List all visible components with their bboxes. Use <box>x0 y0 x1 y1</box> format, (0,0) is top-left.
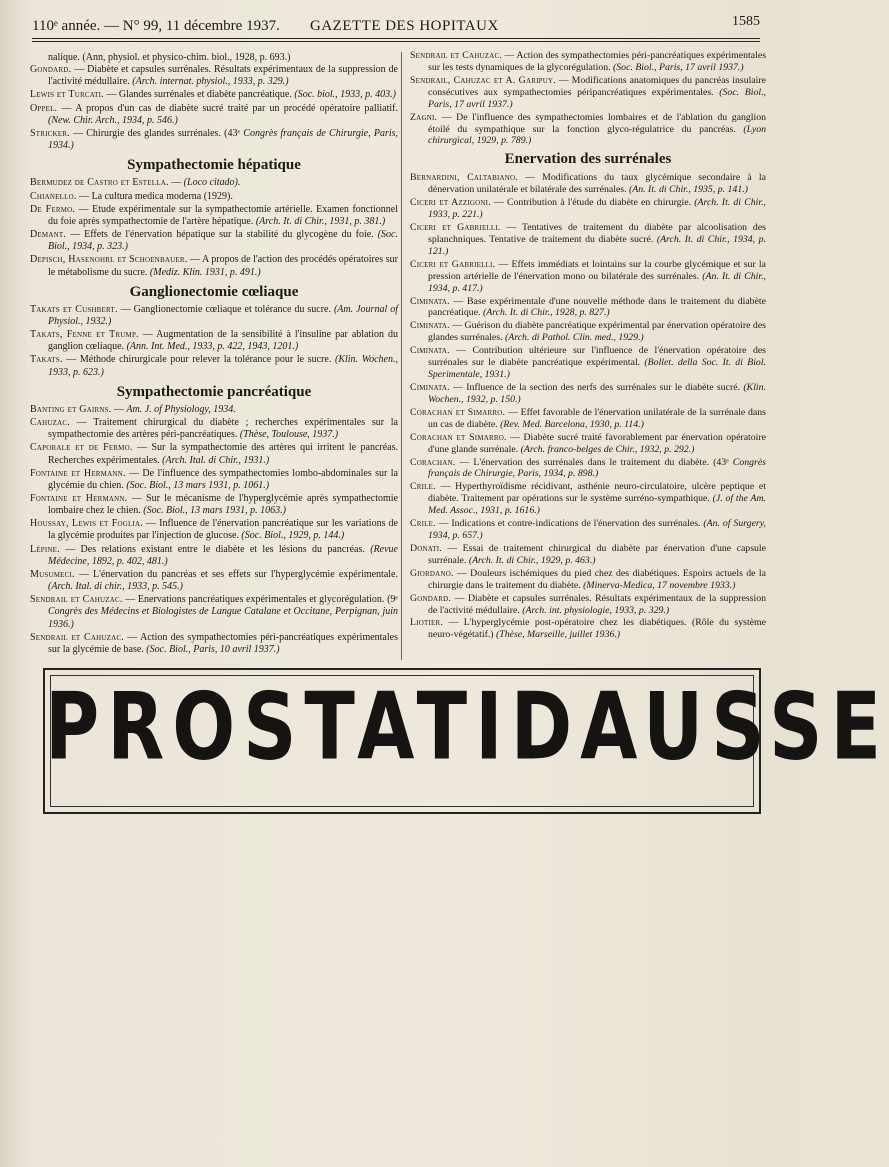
entry-author: Zagni. <box>410 111 438 123</box>
entry-reference: (Soc. biol., 1933, p. 403.) <box>294 89 397 101</box>
entry-reference: (New. Chir. Arch., 1934, p. 546.) <box>48 114 178 126</box>
entry-author: Lépine. <box>30 543 60 555</box>
section-title-pancreatique: Sympathectomie pancréatique <box>116 383 312 400</box>
entry-text: — Diabète et capsules surrénales. Résultats expérimentaux de la suppression de l'activité médullaire. <box>428 592 766 616</box>
entry-reference: Congrès des Médecins et Biologistes de Langue Catalane et Occitane, Perpignan, juin 1936.) <box>48 606 398 630</box>
issue-info: 110ᵉ année. — N° 99, 11 décembre 1937. <box>32 18 280 34</box>
entry-text: — Diabète et capsules surrénales. Résultats expérimentaux de la suppression de l'activité médullaire. <box>48 64 398 88</box>
entry-author: Donati. <box>410 542 442 554</box>
entry-author: Cahuzac. <box>30 417 70 429</box>
entry-text: — <box>168 177 184 189</box>
entry-author: Corachan et Simarro. <box>410 431 507 443</box>
entry-text: — Ganglionectomie cœliaque et tolérance du sucre. <box>117 303 334 315</box>
entry-text: — Essai de traitement chirurgical du diabète par énervation d'une capsule surrénale. <box>428 542 766 566</box>
bibliography-entry <box>410 296 766 320</box>
entry-author: Ciminata. <box>410 320 450 332</box>
entry-text: — De l'influence des sympathectomies lombo-abdominales sur la glycémie du chien. <box>48 467 398 491</box>
bibliography-entry <box>30 569 398 593</box>
entry-author: Oppel. <box>30 102 58 114</box>
entry-text: — Chirurgie des glandes surrénales. (43ᵉ <box>69 127 244 139</box>
entry-author: Fontaine et Hermann. <box>30 493 128 504</box>
entry-author: Banting et Gairns. <box>30 403 112 415</box>
entry-reference: (Soc. Biol., Paris, 10 avril 1937.) <box>146 643 280 655</box>
entry-text: — Augmentation de la sensibilité à l'insuline par ablation du ganglion cœliaque. <box>48 329 399 353</box>
entry-text: — Contribution ultérieure sur l'influence de l'énervation opératoire des surrénales sur le diabète pancréatique expérimental. <box>428 345 766 369</box>
entry-author: Takats. <box>30 354 63 366</box>
entry-author: Depisch, Hasenohrl et Schoenbauer. <box>30 254 188 266</box>
entry-text: — Tentatives de traitement du diabète par alcoolisation des splanchniques. Tentative de traitement du diabète sucré. <box>428 221 766 245</box>
column-divider <box>401 52 402 660</box>
section-title-surrenales: Enervation des surrénales <box>504 151 672 168</box>
entry-text: — Sur le mécanisme de l'hyperglycémie après sympathectomie lombaire chez le chien. <box>48 493 398 517</box>
entry-author: Caporale et de Fermo. <box>30 442 133 454</box>
entry-text: — Effet favorable de l'énervation unilatérale de la surrénale dans un cas de diabète. <box>428 406 766 430</box>
bibliography-entry <box>410 222 766 258</box>
entry-author: Gondard. <box>410 592 452 604</box>
entry-reference: (Mediz. Klin. 1931, p. 491.) <box>149 266 261 278</box>
entry-text: — Guérison du diabète pancréatique expérimental par énervation opératoire des glandes surrénales. <box>428 320 766 344</box>
entry-text: — Modifications du taux glycémique secondaire à la dénervation unilatérale et bilatérale des surrénales. <box>428 172 767 196</box>
entry-reference: (Arch. Ital. di Chir., 1931.) <box>162 454 270 466</box>
bibliography-entry <box>30 404 398 416</box>
bibliography-entry <box>410 197 766 221</box>
entry-author: Fontaine et Hermann. <box>30 467 126 479</box>
bibliography-entry <box>30 229 398 253</box>
entry-reference: (Am. Journal of Physiol., 1932.) <box>48 303 398 327</box>
entry-text: — De l'influence des sympathectomies lombaires et de l'ablation du ganglion étoilé du sympathique sur la fonction glyco-régulatrice du pancréas. <box>428 111 766 135</box>
entry-group-ra <box>410 50 766 147</box>
entry-reference: (An. of Surgery, 1934, p. 657.) <box>428 518 766 542</box>
entry-text: — Indications et contre-indications de l'énervation des surrénales. <box>435 518 704 530</box>
entry-reference: (Soc. Biol., 1929, p. 144.) <box>241 530 345 542</box>
entry-reference: (Lyon chirurgical, 1929, p. 789.) <box>428 123 766 147</box>
entry-text: — A propos de l'action des procédés opératoires sur le métabolisme du sucre. <box>48 254 398 278</box>
entry-text: — Influence de l'énervation pancréatique sur les variations de la glycémie produites par l'injection de glucose. <box>48 518 398 542</box>
entry-author: Sendrail, Cahuzac et A. Garipuy. <box>410 74 556 86</box>
bibliography-entry <box>30 304 398 328</box>
entry-author: Takats, Fenne et Trump. <box>30 329 139 341</box>
bibliography-entry <box>30 417 398 441</box>
entry-author: Lewis et Turcati. <box>30 89 104 101</box>
entry-author: Ciminata. <box>410 381 450 393</box>
entry-author: Houssay, Lewis et Foglia. <box>30 518 143 530</box>
entry-reference: (Thèse, Toulouse, 1937.) <box>239 429 339 441</box>
advertisement-text: PROSTATIDAUSSE <box>45 673 889 781</box>
header-rule <box>32 38 760 39</box>
entry-group-b <box>30 177 398 278</box>
entry-reference: (Soc. Biol., 13 mars 1931, p. 1063.) <box>143 505 287 517</box>
bibliography-entry <box>30 204 398 228</box>
bibliography-entry <box>410 617 766 641</box>
entry-author: Ciceri et Azzigoni. <box>410 197 491 209</box>
entry-reference: Am. J. of Physiology, 1934. <box>126 403 236 415</box>
section-title-hepatique: Sympathectomie hépatique <box>127 157 301 174</box>
entry-author: Corachan. <box>410 456 456 468</box>
bibliography-entry <box>30 354 398 378</box>
entry-text: — Action des sympathectomies péri-pancréatiques expérimentales sur la glycémie de base. <box>48 631 398 655</box>
entry-reference: (Arch. It. di Chir., 1933, p. 221.) <box>428 197 766 221</box>
entry-text: — Méthode chirurgicale pour relever la tolérance pour le sucre. <box>62 354 335 366</box>
entry-author: Bermudez de Castro et Estella. <box>30 177 169 189</box>
entry-reference: (Minerva-Medica, 17 novembre 1933.) <box>583 579 736 591</box>
entry-author: Takats et Cushbert. <box>30 303 118 315</box>
entry-author: Sendrail et Cahuzac. <box>30 631 124 643</box>
entry-reference: (Ann. Int. Med., 1933, p. 422, 1943, 1201.) <box>126 341 299 353</box>
entry-reference: (Soc. Biol., 1934, p. 323.) <box>48 229 398 253</box>
bibliography-entry <box>410 320 766 344</box>
entry-group-d <box>30 404 398 656</box>
entry-text: — Enervations pancréatiques expérimentales et glycorégulation. (9ᵉ <box>122 594 398 606</box>
entry-author: Ciminata. <box>410 295 450 307</box>
bibliography-entry <box>410 518 766 542</box>
entry-text: — Hyperthyroïdisme récidivant, asthénie neuro-circulatoire, ulcère peptique et diabète. Traitement par opérations sur le système surréno-sympathique. <box>428 481 766 505</box>
entry-text: — Effets de l'énervation hépatique sur la stabilité du glycogène du foie. <box>66 229 378 241</box>
entry-author: Demant. <box>30 229 67 241</box>
entry-reference: (Soc. Biol., Paris, 17 avril 1937.) <box>613 61 744 73</box>
entry-reference: (Thèse, Marseille, juillet 1936.) <box>496 629 621 641</box>
entry-reference: (Revue Médecine, 1892, p. 402, 481.) <box>48 543 398 567</box>
bibliography-entry <box>410 259 766 295</box>
entry-author: Sendrail et Cahuzac. <box>30 594 123 606</box>
bibliography-entry <box>30 103 398 127</box>
bibliography-entry <box>410 543 766 567</box>
entry-reference: (Soc. Biol., 13 mars 1931, p. 1061.) <box>126 479 270 491</box>
bibliography-entry <box>30 254 398 278</box>
entry-author: Gondard. <box>30 64 72 76</box>
entry-text: — Contribution à l'étude du diabète en chirurgie. <box>490 197 695 209</box>
entry-text: — L'énervation du pancréas et ses effets sur l'hyperglycémie expérimentale. <box>74 568 398 580</box>
entry-reference: (Arch. It. di Chir., 1934, p. 121.) <box>428 233 766 257</box>
entry-author: Corachan et Simarro. <box>410 406 506 418</box>
page-header <box>32 14 760 36</box>
entry-reference: (Soc. Biol., Paris, 17 avril 1937.) <box>428 86 766 110</box>
entry-author: Chianello. <box>30 190 77 202</box>
entry-reference: (Klin. Wochen., 1932, p. 150.) <box>428 381 766 405</box>
entry-text: — Etude expérimentale sur la sympathectomie artérielle. Examen fonctionnel du foie après sympathectomie de l'artère hépatique. <box>48 203 398 227</box>
right-column <box>410 50 766 641</box>
entry-author: Sendrail et Cahuzac. <box>410 50 502 61</box>
entry-author: Bernardini, Caltabiano. <box>410 172 518 184</box>
bibliography-entry <box>30 89 398 101</box>
entry-reference: (Bollet. della Soc. It. di Biol. Sperimentale, 1931.) <box>428 357 766 381</box>
advertisement-box <box>43 668 889 814</box>
bibliography-entry <box>30 493 398 517</box>
entry-author: Stricker. <box>30 127 70 139</box>
entry-text: — A propos d'un cas de diabète sucré traité par un procédé opératoire palliatif. <box>57 102 398 114</box>
entry-reference: (Arch. It. di Chir., 1929, p. 463.) <box>468 554 596 566</box>
bibliography-entry <box>410 432 766 456</box>
entry-reference: (An. It. di Chir., 1935, p. 141.) <box>629 184 748 196</box>
entry-reference: (Arch. Ital. di chir., 1933, p. 545.) <box>48 581 183 593</box>
entry-text: — <box>111 403 127 415</box>
bibliography-entry <box>30 329 398 353</box>
entry-author: Crile. <box>410 481 436 493</box>
entry-text: — Action des sympathectomies péri-pancréatiques expérimentales sur les tests dynamiques de la glycorégulation. <box>428 50 767 73</box>
entry-reference: (Loco citado). <box>183 177 241 189</box>
entry-text: — Des relations existant entre le diabète et les lésions du pancréas. <box>59 543 371 555</box>
entry-author: Liotier. <box>410 617 443 629</box>
bibliography-entry <box>410 112 766 148</box>
left-column <box>30 52 398 656</box>
entry-reference: Congrès français de Chirurgie, Paris, 1934.) <box>48 127 399 152</box>
entry-text: — Base expérimentale d'une nouvelle méthode dans le traitement du diabète pancréatique. <box>428 295 766 319</box>
entry-text: — La cultura medica moderna (1929). <box>76 190 233 202</box>
bibliography-entry <box>30 64 398 88</box>
page-number: 1585 <box>732 14 760 29</box>
entry-author: Ciceri et Gabrielli. <box>410 258 496 270</box>
entry-text: — Glandes surrénales et diabète pancréatique. <box>103 89 295 101</box>
entry-reference: (Arch. It. di Chir., 1931, p. 381.) <box>255 215 386 227</box>
bibliography-entry <box>410 457 766 481</box>
entry-reference: (Arch. franco-belges de Chir., 1932, p. 292.) <box>520 443 695 455</box>
entry-author: De Fermo. <box>30 203 76 215</box>
bibliography-entry <box>410 481 766 517</box>
entry-reference: (Arch. internat. physiol., 1933, p. 329.) <box>132 76 289 88</box>
journal-title: GAZETTE DES HOPITAUX <box>310 18 499 34</box>
entry-reference: Congrès français de Chirurgie, Paris, 1934, p. 898.) <box>428 456 766 480</box>
bibliography-entry <box>410 382 766 406</box>
bibliography-entry <box>30 128 398 152</box>
continued-entry: nalique. (Ann, physiol. et physico-chim. biol., 1928, p. 693.) <box>48 52 291 63</box>
section-title-ganglionectomie: Ganglionectomie cœliaque <box>129 283 299 300</box>
header-rule-thin <box>32 41 760 42</box>
entry-reference: (Rev. Med. Barcelona, 1930, p. 114.) <box>500 418 644 430</box>
entry-text: — Modifications anatomiques du pancréas insulaire consécutives aux sympathectomies péripancréatiques expérimentales. <box>428 74 766 98</box>
entry-author: Ciceri et Gabrielli. <box>410 221 501 233</box>
entry-text: — Diabète sucré traité favorablement par énervation opératoire d'une glande surrénale. <box>428 431 766 455</box>
entry-author: Ciminata. <box>410 345 450 357</box>
bibliography-entry <box>410 75 766 111</box>
entry-text: — Sur la sympathectomie des artères qui irritent le pancréas. Recherches expérimentales. <box>48 442 398 466</box>
bibliography-entry <box>410 593 766 617</box>
bibliography-entry <box>410 568 766 592</box>
bibliography-entry <box>30 632 398 656</box>
bibliography-entry <box>30 594 398 630</box>
entry-text: — L'hyperglycémie post-opératoire chez les diabétiques. (Rôle du système neuro-végétatif.) <box>428 617 766 641</box>
entry-reference: (Arch. It. di Chir., 1928, p. 827.) <box>482 307 610 319</box>
entry-author: Musumeci. <box>30 568 75 580</box>
entry-reference: (Arch. int. physiologie, 1933, p. 329.) <box>522 604 670 616</box>
bibliography-entry <box>30 468 398 492</box>
entry-text: — Influence de la section des nerfs des surrénales sur le diabète sucré. <box>449 381 744 393</box>
bibliography-entry <box>410 407 766 431</box>
bibliography-entry <box>410 172 766 196</box>
entry-text: — Douleurs ischémiques du pied chez des diabétiques. Espoirs actuels de la chirurgie dans le traitement du diabète. <box>428 567 766 591</box>
bibliography-entry <box>30 191 398 203</box>
entry-text: — L'énervation des surrénales dans le traitement du diabète. (43ᵉ <box>455 456 733 468</box>
bibliography-entry <box>30 177 398 189</box>
bibliography-entry <box>30 544 398 568</box>
entry-text: — Traitement chirurgical du diabète ; recherches expérimentales sur la sympathectomie des artères péri-pancréatiques. <box>48 417 398 441</box>
entry-reference: (Arch. di Pathol. Clin. med., 1929.) <box>505 332 644 344</box>
entry-reference: (J. of the Am. Med. Assoc., 1931, p. 1616.) <box>428 493 767 517</box>
entry-author: Crile. <box>410 518 436 530</box>
bibliography-entry <box>30 518 398 542</box>
entry-reference: (Klin. Wochen., 1933, p. 623.) <box>48 354 399 378</box>
entry-group-c <box>30 304 398 379</box>
entry-reference: (An. It. di Chir., 1934, p. 417.) <box>428 270 767 294</box>
entry-author: Giordano. <box>410 567 454 579</box>
entry-text: — Effets immédiats et lointains sur la courbe glycémique et sur la pression artérielle de l'énervation mono ou bilatérale des surrénales. <box>428 258 767 282</box>
entry-group-rb <box>410 172 766 641</box>
bibliography-entry <box>410 345 766 381</box>
bibliography-entry <box>30 442 398 466</box>
entry-group-a <box>30 64 398 152</box>
bibliography-entry <box>410 50 766 74</box>
